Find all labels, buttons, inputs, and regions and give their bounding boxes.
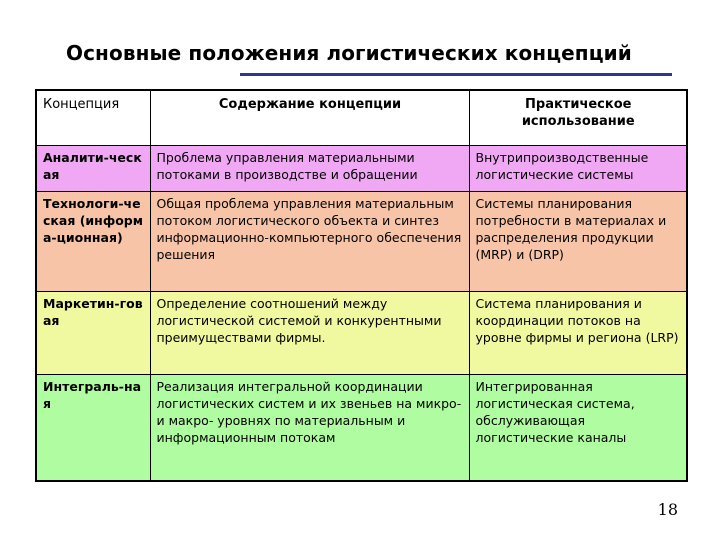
usage-cell: Внутрипроизводственные логистические системы [469,145,687,191]
table-row [36,191,687,291]
table-header-row [36,90,687,145]
concept-cell: Технологи-ческая (информа-ционная) [36,191,150,291]
page-number: 18 [657,500,678,519]
concept-cell: Аналити-ческая [36,145,150,191]
header-usage: Практическое использование [469,90,687,145]
slide-title: Основные положения логистических концепций [66,41,632,65]
concept-cell: Интеграль-ная [36,374,150,481]
content-cell: Проблема управления материальными потоками в производстве и обращении [150,145,469,191]
usage-cell: Системы планирования потребности в материалах и распределения продукции (MRP) и (DRP) [469,191,687,291]
table-row [36,291,687,374]
concepts-table [35,89,688,482]
table-row [36,145,687,191]
title-underline [240,73,672,76]
usage-cell: Система планирования и координации потоков на уровне фирмы и региона (LRP) [469,291,687,374]
content-cell: Реализация интегральной координации логистических систем и их звеньев на микро- и макро- уровнях по материальным и информационным потокам [150,374,469,481]
table-row [36,374,687,481]
content-cell: Общая проблема управления материальным потоком логистического объекта и синтез информационно-компьютерного обеспечения решения [150,191,469,291]
content-cell: Определение соотношений между логистической системой и конкурентными преимуществами фирмы. [150,291,469,374]
usage-cell: Интегрированная логистическая система, обслуживающая логистические каналы [469,374,687,481]
concept-cell: Маркетин-говая [36,291,150,374]
header-content: Содержание концепции [150,90,469,145]
header-concept: Концепция [36,90,150,145]
